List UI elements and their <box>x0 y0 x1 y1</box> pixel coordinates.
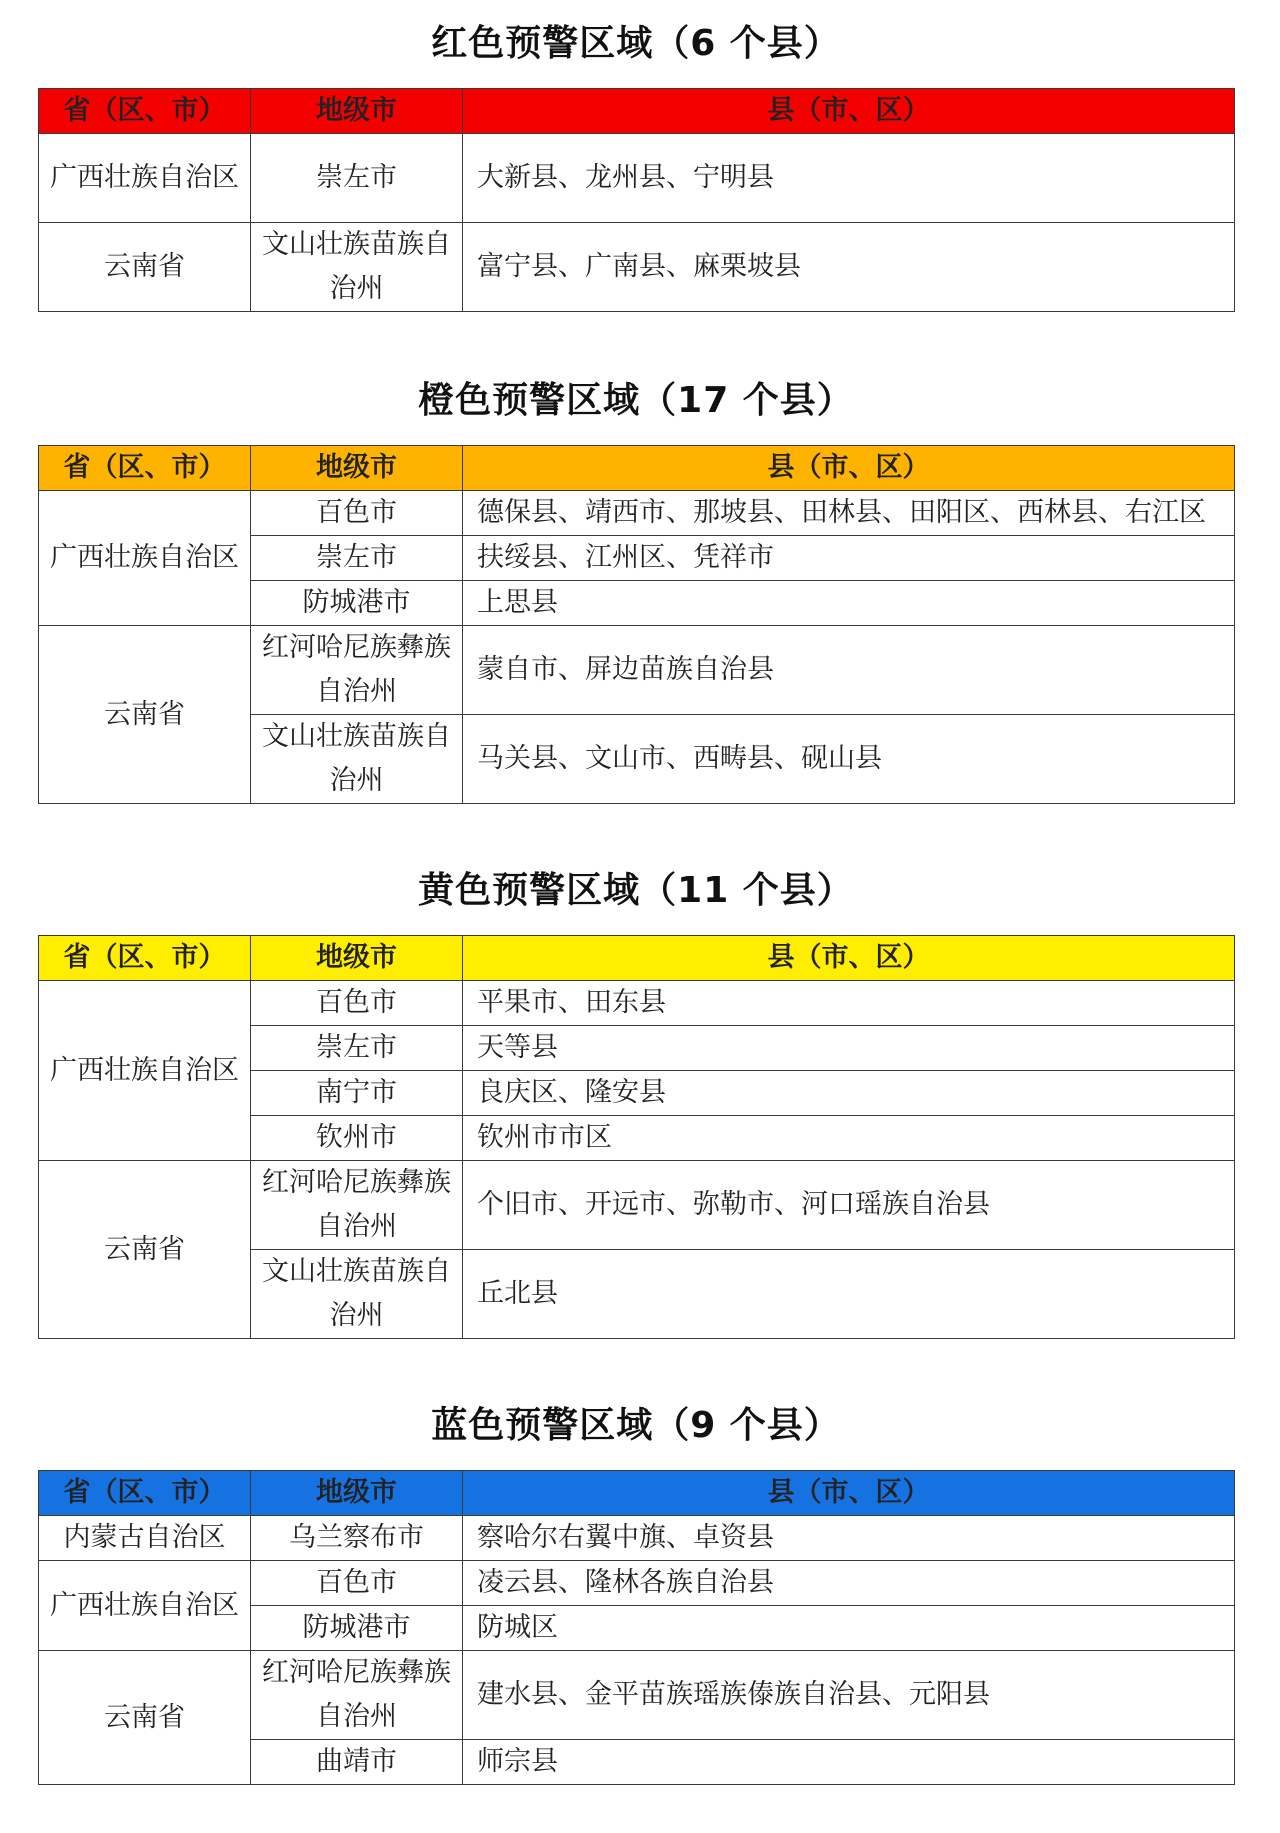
county-cell: 马关县、文山市、西畴县、砚山县 <box>463 715 1235 804</box>
county-cell: 防城区 <box>463 1606 1235 1651</box>
table-row <box>39 1651 1235 1740</box>
yellow-section-title: 黄色预警区域（11 个县） <box>418 870 854 911</box>
red-warning-table <box>38 88 1235 312</box>
table-row <box>39 1161 1235 1250</box>
orange-section-title: 橙色预警区域（17 个县） <box>418 380 854 421</box>
city-cell: 百色市 <box>251 491 463 536</box>
table-row <box>39 981 1235 1026</box>
header-province: 省（区、市） <box>39 89 251 134</box>
province-cell: 广西壮族自治区 <box>39 1561 251 1651</box>
city-cell: 崇左市 <box>251 536 463 581</box>
table-row <box>39 134 1235 223</box>
header-province: 省（区、市） <box>39 446 251 491</box>
header-county: 县（市、区） <box>463 936 1235 981</box>
table-header-row <box>39 936 1235 981</box>
header-city: 地级市 <box>251 936 463 981</box>
table-row <box>39 1516 1235 1561</box>
city-cell: 乌兰察布市 <box>251 1516 463 1561</box>
blue-warning-table <box>38 1470 1235 1785</box>
city-cell: 文山壮族苗族自治州 <box>251 715 463 804</box>
table-row <box>39 1561 1235 1606</box>
yellow-warning-table <box>38 935 1235 1339</box>
city-cell: 崇左市 <box>251 1026 463 1071</box>
county-cell: 天等县 <box>463 1026 1235 1071</box>
header-county: 县（市、区） <box>463 446 1235 491</box>
header-city: 地级市 <box>251 1471 463 1516</box>
table-row <box>39 626 1235 715</box>
city-cell: 百色市 <box>251 1561 463 1606</box>
city-cell: 曲靖市 <box>251 1740 463 1785</box>
orange-warning-table <box>38 445 1235 804</box>
city-cell: 红河哈尼族彝族自治州 <box>251 1651 463 1740</box>
province-cell: 广西壮族自治区 <box>39 981 251 1161</box>
province-cell: 云南省 <box>39 626 251 804</box>
county-cell: 平果市、田东县 <box>463 981 1235 1026</box>
province-cell: 云南省 <box>39 1161 251 1339</box>
header-province: 省（区、市） <box>39 1471 251 1516</box>
county-cell: 钦州市市区 <box>463 1116 1235 1161</box>
table-row <box>39 491 1235 536</box>
city-cell: 文山壮族苗族自治州 <box>251 223 463 312</box>
city-cell: 红河哈尼族彝族自治州 <box>251 1161 463 1250</box>
city-cell: 防城港市 <box>251 1606 463 1651</box>
city-cell: 防城港市 <box>251 581 463 626</box>
header-county: 县（市、区） <box>463 89 1235 134</box>
county-cell: 良庆区、隆安县 <box>463 1071 1235 1116</box>
county-cell: 察哈尔右翼中旗、卓资县 <box>463 1516 1235 1561</box>
county-cell: 扶绥县、江州区、凭祥市 <box>463 536 1235 581</box>
province-cell: 广西壮族自治区 <box>39 491 251 626</box>
county-cell: 师宗县 <box>463 1740 1235 1785</box>
header-city: 地级市 <box>251 446 463 491</box>
city-cell: 百色市 <box>251 981 463 1026</box>
county-cell: 凌云县、隆林各族自治县 <box>463 1561 1235 1606</box>
header-city: 地级市 <box>251 89 463 134</box>
city-cell: 文山壮族苗族自治州 <box>251 1250 463 1339</box>
province-cell: 云南省 <box>39 1651 251 1785</box>
county-cell: 富宁县、广南县、麻栗坡县 <box>463 223 1235 312</box>
blue-section-title: 蓝色预警区域（9 个县） <box>431 1405 841 1446</box>
county-cell: 蒙自市、屏边苗族自治县 <box>463 626 1235 715</box>
city-cell: 南宁市 <box>251 1071 463 1116</box>
province-cell: 内蒙古自治区 <box>39 1516 251 1561</box>
red-section-title: 红色预警区域（6 个县） <box>431 23 841 64</box>
table-row <box>39 223 1235 312</box>
county-cell: 大新县、龙州县、宁明县 <box>463 134 1235 223</box>
city-cell: 钦州市 <box>251 1116 463 1161</box>
county-cell: 个旧市、开远市、弥勒市、河口瑶族自治县 <box>463 1161 1235 1250</box>
province-cell: 云南省 <box>39 223 251 312</box>
county-cell: 丘北县 <box>463 1250 1235 1339</box>
province-cell: 广西壮族自治区 <box>39 134 251 223</box>
city-cell: 崇左市 <box>251 134 463 223</box>
header-county: 县（市、区） <box>463 1471 1235 1516</box>
table-header-row <box>39 89 1235 134</box>
table-header-row <box>39 1471 1235 1516</box>
table-header-row <box>39 446 1235 491</box>
county-cell: 上思县 <box>463 581 1235 626</box>
city-cell: 红河哈尼族彝族自治州 <box>251 626 463 715</box>
county-cell: 建水县、金平苗族瑶族傣族自治县、元阳县 <box>463 1651 1235 1740</box>
header-province: 省（区、市） <box>39 936 251 981</box>
county-cell: 德保县、靖西市、那坡县、田林县、田阳区、西林县、右江区 <box>463 491 1235 536</box>
